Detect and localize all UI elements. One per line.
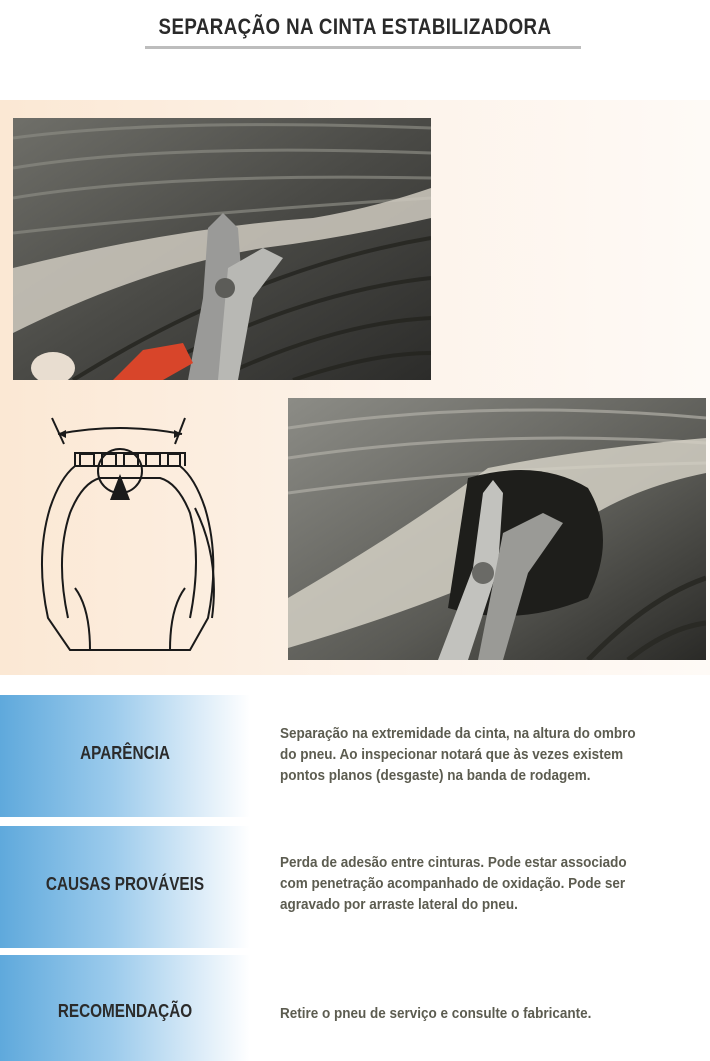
desc-line: agravado por arraste lateral do pneu. — [280, 896, 518, 913]
title-underline — [145, 46, 581, 49]
label-cell — [0, 826, 250, 948]
desc-line: pontos planos (desgaste) na banda de rodagem. — [280, 767, 591, 784]
desc-line: Perda de adesão entre cinturas. Pode estar associado — [280, 854, 627, 871]
desc-line: Separação na extremidade da cinta, na altura do ombro — [280, 725, 636, 742]
tire-cross-section-diagram — [30, 408, 240, 660]
label-cell — [0, 695, 250, 817]
photo-tire-belt-separation-top — [13, 118, 431, 380]
info-row-appearance — [0, 695, 710, 817]
label-recommendation: RECOMENDAÇÃO — [57, 1001, 193, 1021]
desc-line: Retire o pneu de serviço e consulte o fabricante. — [280, 1005, 592, 1022]
page-title: SEPARAÇÃO NA CINTA ESTABILIZADORA — [158, 14, 552, 39]
label-causes: CAUSAS PROVÁVEIS — [45, 874, 205, 894]
desc-appearance — [280, 723, 658, 786]
label-cell — [0, 955, 250, 1061]
photo-tire-belt-separation-bottom — [288, 398, 706, 660]
desc-line: com penetração acompanhado de oxidação. Pode ser — [280, 875, 626, 892]
desc-line: do pneu. Ao inspecionar notará que às vezes existem — [280, 746, 624, 763]
info-row-recommendation — [0, 955, 710, 1061]
label-appearance: APARÊNCIA — [80, 743, 170, 763]
desc-recommendation — [280, 1003, 658, 1024]
desc-causes — [280, 852, 658, 915]
info-row-causes — [0, 826, 710, 948]
